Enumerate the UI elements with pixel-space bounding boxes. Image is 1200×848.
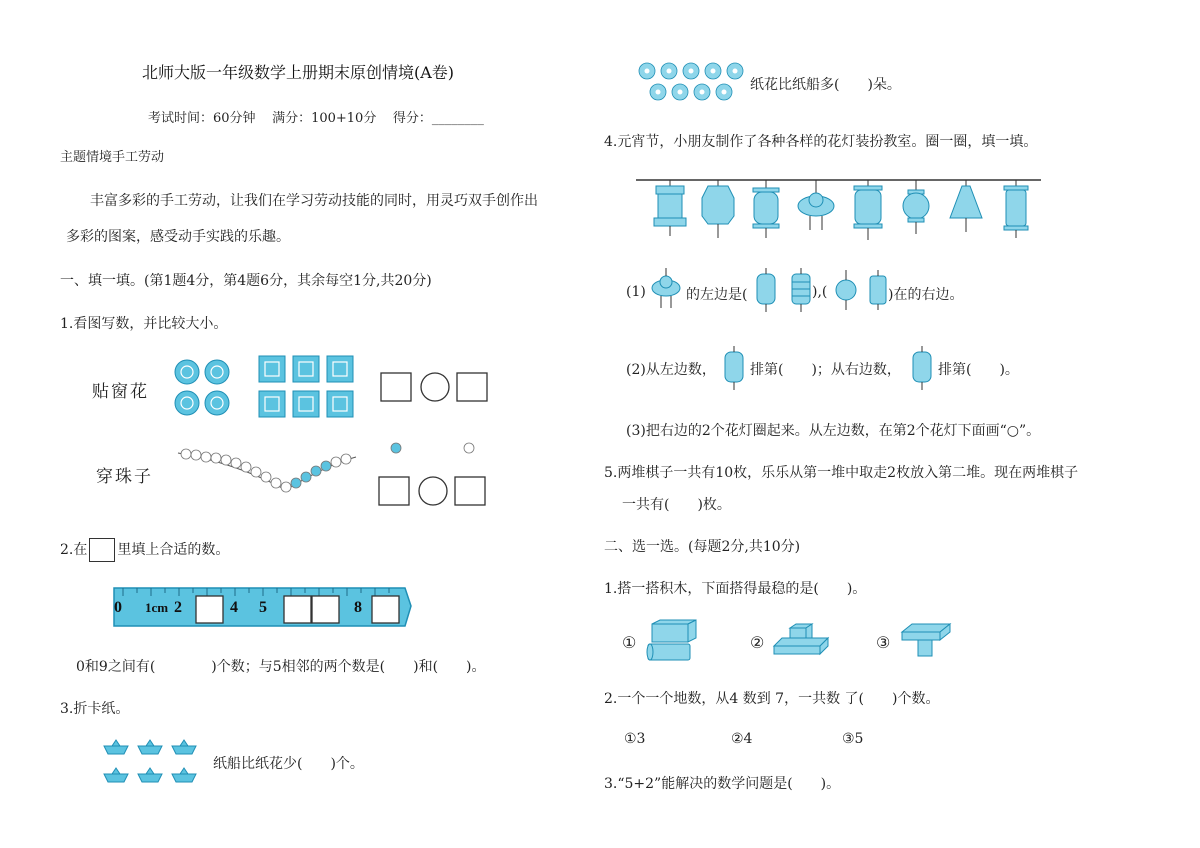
barrel-lantern-icon-2: [722, 346, 746, 390]
block-stack-1: [646, 620, 698, 662]
ruler-label-1cm: 1cm: [145, 600, 169, 615]
q1-text: 1.看图写数，并比较大小。: [60, 316, 228, 332]
ruler-blank-7[interactable]: [312, 596, 339, 623]
paper-flowers: [638, 62, 748, 102]
window-flower-squares: [258, 355, 358, 420]
q3-text: 3.折卡纸。: [60, 701, 130, 717]
full-score: 满分：100+10分: [272, 111, 377, 126]
score-field[interactable]: 得分：________: [392, 111, 484, 126]
section2-heading: 二、选一选。(每题2分,共10分): [604, 539, 801, 555]
q4-sub1-num: (1): [626, 284, 646, 300]
s2-q3-text: 3.“5+2”能解决的数学问题是( )。: [604, 776, 841, 792]
q2-text: 2.在 里填上合适的数。: [60, 538, 229, 562]
window-flower-circles: [174, 358, 234, 418]
q5-line1: 5.两堆棋子一共有10枚，乐乐从第一堆中取走2枚放入第二堆。现在两堆棋子: [604, 465, 1079, 481]
s2-q2-text: 2.一个一个地数，从4 数到 7，一共数 了( )个数。: [604, 691, 940, 707]
q4-sub1-sep: ),(: [812, 284, 828, 300]
ruler-label-4: 4: [230, 599, 238, 616]
compare-boxes-row2[interactable]: [378, 476, 490, 508]
s2-q1-option-2[interactable]: ②: [750, 633, 765, 652]
q4-sub3: (3)把右边的2个花灯圈起来。从左边数，在第2个花灯下面画“○”。: [626, 423, 1041, 439]
lotus-lantern-icon: [650, 268, 682, 312]
s2-q1-option-3[interactable]: ③: [876, 633, 891, 652]
q4-sub1-right-of: )在的右边。: [888, 287, 964, 303]
q4-sub2-left: (2)从左边数，: [626, 362, 716, 378]
ruler-label-8: 8: [354, 599, 362, 616]
ribbed-lantern-icon: [790, 268, 812, 312]
label-beads: 穿珠子: [96, 467, 153, 487]
round-lantern-icon: [834, 270, 858, 310]
ruler-label-2: 2: [174, 599, 182, 616]
q4-sub1-left-of: 的左边是(: [686, 287, 748, 303]
q4-sub2-mid[interactable]: 排第( )；从右边数，: [750, 362, 901, 378]
q3-flowers-line[interactable]: 纸花比纸船多( )朵。: [750, 77, 901, 93]
barrel-lantern-icon-3: [910, 346, 934, 390]
cylinder-lantern-icon: [868, 270, 888, 310]
s2-q2-option-2[interactable]: ②4: [731, 731, 753, 747]
exam-info: [148, 107, 484, 126]
barrel-lantern-icon: [755, 268, 777, 312]
theme-label: 主题情境手工劳动: [60, 150, 165, 165]
exam-time: 考试时间：60分钟: [148, 111, 256, 126]
section1-heading: 一、填一填。(第1题4分，第4题6分，其余每空1分,共20分): [60, 273, 432, 289]
ruler-label-0: 0: [114, 599, 122, 616]
ruler: [113, 586, 413, 630]
paper-boats: [102, 740, 202, 788]
q2-answer-line[interactable]: 0和9之间有( )个数；与5相邻的两个数是( )和( )。: [76, 659, 486, 675]
q4-text: 4.元宵节，小朋友制作了各种各样的花灯装扮教室。圈一圈，填一填。: [604, 134, 1038, 150]
ruler-label-5: 5: [259, 599, 267, 616]
sample-answer-box: [89, 538, 115, 562]
s2-q2-option-1[interactable]: ①3: [624, 731, 646, 747]
lantern-row: [636, 172, 1046, 242]
block-stack-3: [900, 622, 956, 658]
q3-boats-line[interactable]: 纸船比纸花少( )个。: [213, 756, 364, 772]
ruler-blank-6[interactable]: [284, 596, 311, 623]
label-window-flowers: 贴窗花: [92, 382, 149, 402]
page-title: 北师大版一年级数学上册期末原创情境(A卷): [142, 63, 455, 82]
q5-line2[interactable]: 一共有( )枚。: [622, 497, 731, 513]
s2-q1-option-1[interactable]: ①: [622, 633, 637, 652]
intro-paragraph-line1: 丰富多彩的手工劳动，让我们在学习劳动技能的同时，用灵巧双手创作出: [90, 193, 538, 209]
s2-q1-text: 1.搭一搭积木，下面搭得最稳的是( )。: [604, 581, 867, 597]
ruler-blank-3[interactable]: [196, 596, 223, 623]
intro-paragraph-line2: 多彩的图案，感受动手实践的乐趣。: [66, 229, 290, 245]
ruler-blank-9[interactable]: [372, 596, 399, 623]
block-stack-2: [772, 624, 832, 658]
s2-q2-option-3[interactable]: ③5: [842, 731, 864, 747]
bead-samples: [388, 440, 478, 456]
compare-boxes-row1[interactable]: [380, 372, 490, 404]
bead-string: [176, 445, 361, 500]
q4-sub2-end[interactable]: 排第( )。: [938, 362, 1019, 378]
